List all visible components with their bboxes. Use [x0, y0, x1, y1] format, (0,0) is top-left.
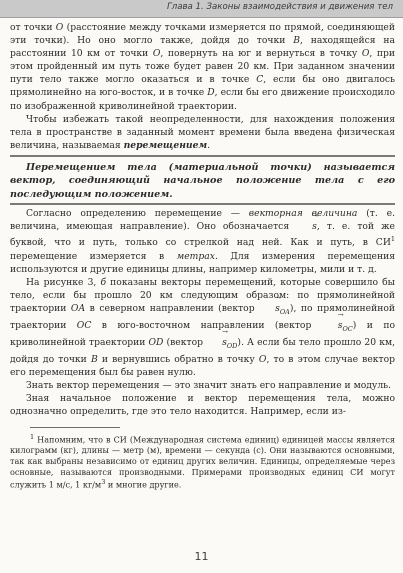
vector-s: → s [296, 220, 317, 233]
page-content [10, 21, 395, 490]
paragraph-3: Согласно определению перемещение — векторная величина (т. е. величина, имеющая направление). Оно обозначается → s, т. е. той же буквой, что и путь, только со стрелкой над ней. Как и путь, в $СИ^1$ перемещение измеряется в метрах. Для измерения перемещения используются и другие единицы длины, например километры, мили и т. д. [10, 207, 395, 276]
footnote: $^1$ Напомним, что в СИ (Международная система единиц) единицей массы является килограмм (кг), длины — метр (м), времени — секунда (с). Они называются основными, так как выбраны независимо от единиц других величин. Единицы, определяемые через основные, называются производными. Примерами производных единиц СИ могут служить 1 м/с, 1 $кг/м^3$ и многие другие. [10, 433, 395, 490]
footnote-area [10, 427, 395, 490]
definition-rule-bottom [10, 203, 395, 205]
paragraph-6: Зная начальное положение и вектор перемещения тела, можно однозначно определить, где это тело находится. Например, если из- [10, 392, 395, 418]
running-header [0, 0, 403, 18]
page-number: 11 [194, 550, 209, 563]
running-title: Глава 1. Законы взаимодействия и движения тел [166, 2, 393, 12]
paragraph-1: от точки O (расстояние между точками измеряется по прямой, соединяющей эти точки). Но оно могло также, дойдя до точки B, находящейся на расстоянии 10 км от точки O, повернуть на юг и вернуться в точку O, при этом пройденный им путь тоже будет равен 20 км. При заданном значении пути тело также могло оказаться и в точке C, если бы оно двигалось прямолинейно на юго-восток, и в точке D, если бы его движение происходило по изображенной криволинейной траектории. [10, 22, 396, 112]
term-displacement: перемещением [123, 139, 208, 151]
vector-s-oc: → s [322, 319, 343, 332]
definition-rule-top [10, 155, 395, 157]
vector-s-od: → s [206, 336, 227, 349]
paragraph-5: Знать вектор перемещения — это значит знать его направление и модуль. [26, 379, 392, 391]
footnote-marker: 1 [30, 433, 35, 442]
definition-box: Перемещением тела (материальной точки) называется вектор, соединяющий начальное положение тела с его последующим положением. [10, 161, 395, 200]
paragraph-2: Чтобы избежать такой неопределенности, для нахождения положения тела в пространстве в заданный момент времени была введена физическая величина, называемая перемещением. [10, 113, 395, 151]
vector-s-oa: → s [259, 302, 280, 315]
footnote-ref: 1 [390, 235, 395, 244]
footnote-rule [30, 427, 120, 428]
paragraph-4: На рисунке 3, б показаны векторы перемещений, которые совершило бы тело, если бы прошло 20 км следующим образом: по прямолинейной траектории OA в северном направлении (вектор → $s_{OA}$), по прямолинейной траектории OC в юго-восточном направлении (вектор → $s_{OC}$) и по криволинейной траектории OD (вектор → $s_{OD}$). А если бы тело прошло 20 км, дойдя до точки B и вернувшись обратно в точку O, то в этом случае вектор его перемещения был бы равен нулю. [10, 276, 395, 379]
